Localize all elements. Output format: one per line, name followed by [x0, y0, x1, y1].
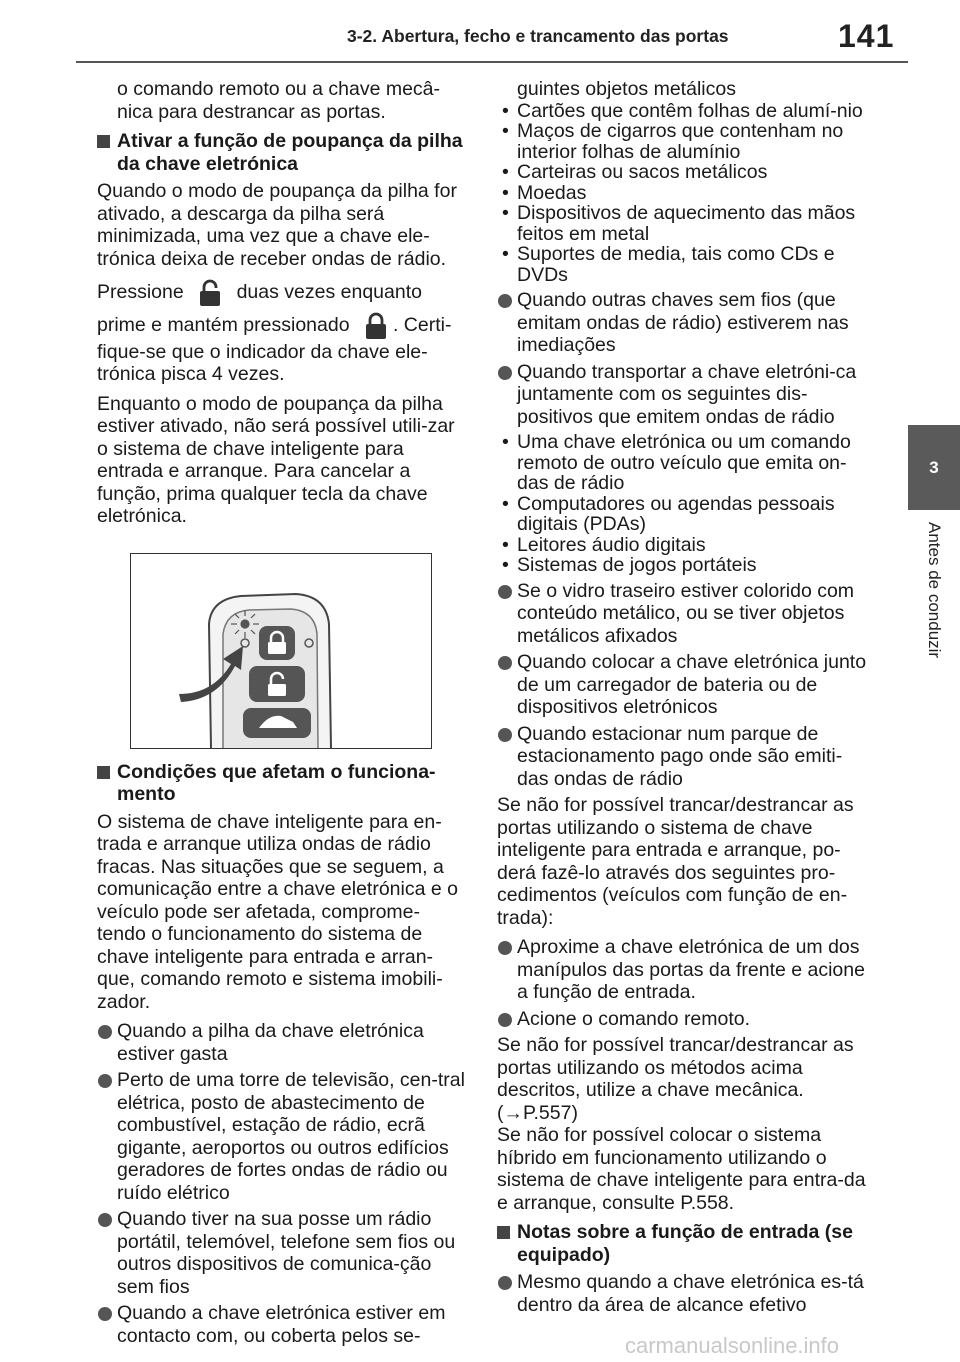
list-item: • Uma chave eletrónica ou um comando remoto de outro veículo que emita on-das de rádio: [497, 432, 869, 494]
condition-item: Quando colocar a chave eletrónica junto de um carregador de bateria ou de dispositivos eletrónicos: [497, 651, 869, 719]
procedure-item: Acione o comando remoto.: [497, 1008, 869, 1031]
page-header: [0, 0, 960, 54]
list-item: • Computadores ou agendas pessoais digitais (PDAs): [497, 494, 869, 535]
header-rule: [76, 61, 908, 63]
lock-paragraph-2-text: Se não for possível trancar/destrancar as portas utilizando os métodos acima descritos, utilize a chave mecânica.: [497, 1034, 854, 1101]
right-column: [497, 78, 869, 1320]
lock-icon: [363, 311, 389, 341]
press-text-d: . Certi-: [392, 313, 452, 336]
press-text-c: prime e mantém pressionado: [97, 313, 350, 336]
chapter-label-box: [908, 510, 960, 710]
note-item: Mesmo quando a chave eletrónica es-tá dentro da área de alcance efetivo: [497, 1271, 869, 1316]
heading-battery-saving: Ativar a função de poupança da pilha da chave eletrónica: [97, 130, 467, 175]
heading-entry-function: Notas sobre a função de entrada (se equipado): [497, 1221, 869, 1266]
indicator-light-icon: [231, 610, 259, 638]
list-item: • Moedas: [497, 183, 869, 204]
page-reference-link[interactable]: (→P.557): [497, 1101, 578, 1124]
radio-devices-list: [497, 432, 869, 576]
condition-item: Quando estacionar num parque de estacionamento pago onde são emiti-das ondas de rádio: [497, 723, 869, 791]
chapter-number: 3: [929, 457, 939, 477]
continuation-text: guintes objetos metálicos: [517, 78, 736, 100]
list-item: • Leitores áudio digitais: [497, 535, 869, 556]
left-column: [97, 78, 467, 1351]
condition-item: Quando a pilha da chave eletrónica estiver gasta: [97, 1020, 467, 1065]
lock-button-icon: [259, 626, 295, 660]
trunk-button-icon: [243, 708, 311, 738]
list-item: • Sistemas de jogos portáteis: [497, 555, 869, 576]
intro-text: o comando remoto ou a chave mecâ-nica para destrancar as portas.: [117, 78, 441, 123]
metal-objects-list: [497, 101, 869, 286]
press-text-b: duas vezes enquanto: [236, 281, 422, 303]
hybrid-paragraph: Se não for possível colocar o sistema híbrido em funcionamento utilizando o sistema de chave inteligente para entra-da e arranque, consulte P.558.: [497, 1124, 866, 1214]
battery-press-paragraph: [97, 277, 467, 308]
press-text-a: Pressione: [97, 281, 184, 303]
procedure-item: Aproxime a chave eletrónica de um dos manípulos das portas da frente e acione a função de entrada.: [497, 936, 869, 1004]
section-title: 3-2. Abertura, fecho e trancamento das portas: [347, 26, 729, 46]
condition-item: Se o vidro traseiro estiver colorido com conteúdo metálico, ou se tiver objetos metálicos afixados: [497, 580, 869, 648]
list-item: • Carteiras ou sacos metálicos: [497, 162, 869, 183]
battery-paragraph-3: Enquanto o modo de poupança da pilha estiver ativado, não será possível utili-zar o sistema de chave inteligente para entrada e arranque. Para cancelar a função, prima qualquer tecla da chave eletrónica.: [97, 392, 455, 528]
lock-icon: [197, 278, 223, 308]
condition-item: Quando tiver na sua posse um rádio portátil, telemóvel, telefone sem fios ou outros dispositivos de comunica-ção sem fios: [97, 1208, 467, 1298]
condition-item: Quando a chave eletrónica estiver em contacto com, ou coberta pelos se-: [97, 1302, 467, 1347]
battery-paragraph-1: Quando o modo de poupança da pilha for ativado, a descarga da pilha será minimizada, uma vez que a chave ele-trónica deixa de receber ondas de rádio.: [97, 180, 457, 270]
lock-paragraph-2: [497, 1034, 869, 1124]
list-item: • Dispositivos de aquecimento das mãos feitos em metal: [497, 203, 869, 244]
chapter-tab: [908, 425, 960, 510]
lock-paragraph-1: Se não for possível trancar/destrancar as portas utilizando o sistema de chave inteligente para entrada e arranque, po-derá fazê-lo através dos seguintes pro-cedimentos (veículos com função de en-trada):: [497, 794, 854, 929]
condition-item: Perto de uma torre de televisão, cen-tral elétrica, posto de abastecimento de combustível, estação de rádio, ecrã gigante, aeroportos ou outros edifícios geradores de fortes ondas de rádio ou ruído elétrico: [97, 1069, 467, 1204]
page-number: 141: [838, 18, 895, 54]
press-text-e: fique-se que o indicador da chave ele-trónica pisca 4 vezes.: [97, 340, 428, 386]
condition-item: Quando transportar a chave eletróni-ca juntamente com os seguintes dis-positivos que emitem ondas de rádio: [497, 361, 869, 429]
list-item: • Maços de cigarros que contenham no interior folhas de alumínio: [497, 121, 869, 162]
chapter-label: Antes de conduzir: [925, 522, 944, 659]
unlock-button-icon: [249, 666, 305, 702]
condition-item: Quando outras chaves sem fios (que emitam ondas de rádio) estiverem nas imediações: [497, 289, 869, 357]
watermark: carmanualsonline.info: [625, 1333, 840, 1358]
key-fob-illustration: [130, 553, 432, 749]
list-item: • Suportes de media, tais como CDs e DVDs: [497, 244, 869, 285]
conditions-paragraph: O sistema de chave inteligente para en-trada e arranque utiliza ondas de rádio fracas. Nas situações que se seguem, a comunicação entre a chave eletrónica e o veículo pode ser afetada, comprome-tendo o funcionamento do sistema de chave inteligente para entrada e arran-que, comando remoto e sistema imobili-zador.: [97, 810, 458, 1013]
heading-conditions: Condições que afetam o funciona-mento: [97, 761, 467, 806]
list-item: • Cartões que contêm folhas de alumí-nio: [497, 101, 869, 122]
battery-press-paragraph-2: [97, 310, 467, 341]
